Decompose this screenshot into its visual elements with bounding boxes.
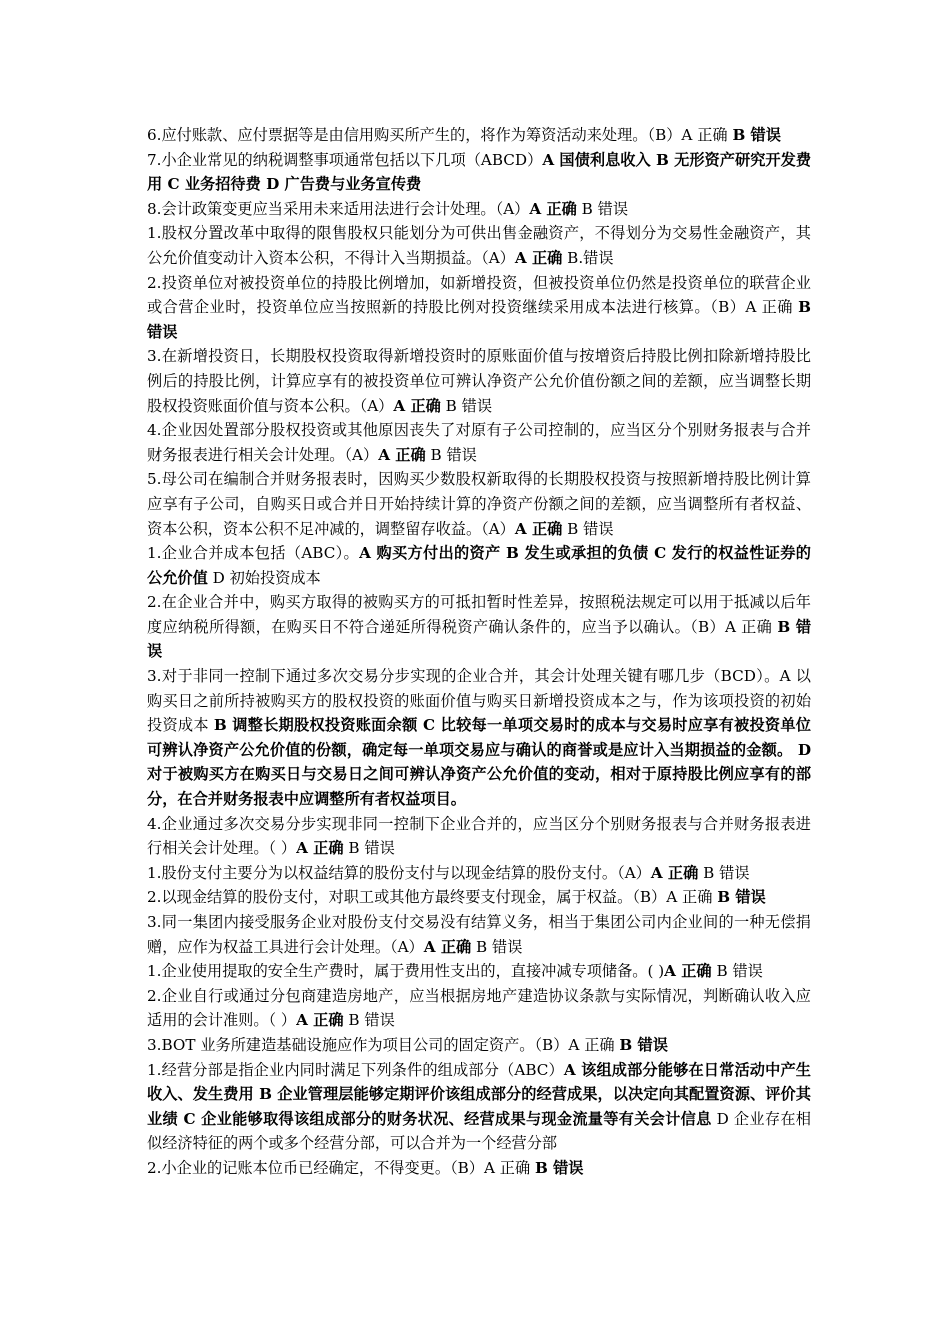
bold-answer-text: A 正确 [650,863,699,882]
question-paragraph [147,123,811,148]
question-paragraph [147,541,811,590]
question-text: 2.以现金结算的股份支付，对职工或其他方最终要支付现金，属于权益。（B）A 正确 [147,888,718,907]
question-paragraph [147,885,811,910]
question-text: D 初始投资成本 [207,568,321,587]
bold-answer-text: B 错误 [717,888,766,907]
question-paragraph [147,1156,811,1181]
question-text: 2.小企业的记账本位币已经确定，不得变更。（B）A 正确 [147,1158,535,1177]
question-text: 1.股份支付主要分为以权益结算的股份支付与以现金结算的股份支付。（A） [147,863,651,882]
bold-answer-text: B 错误 [535,1158,584,1177]
question-text: B 错误 [562,519,614,538]
question-paragraph [147,590,811,664]
question-text: 5.母公司在编制合并财务报表时，因购买少数股权新取得的长期股权投资与按照新增持股比例计算应享有子公司，自购买日或合并日开始持续计算的净资产份额之间的差额，应当调整所有者权益、资本公积，资本公积不足冲减的，调整留存收益。（A） [147,470,811,538]
bold-answer-text: B 错误 [147,617,812,661]
question-text: B 错误 [343,1011,395,1030]
question-text: B.错误 [562,248,614,267]
question-paragraph [147,271,811,345]
question-text: 3.BOT 业务所建造基础设施应作为项目公司的固定资产。（B）A 正确 [147,1035,620,1054]
bold-answer-text: A 该组成部分能够在日常活动中产生收入、发生费用 B 企业管理层能够定期评价该组成部分的经营成果，以决定向其配置资源、评价其业绩 C 企业能够取得该组成部分的财务状况、经营成果与现金流量等有关会计信息 [147,1060,811,1128]
bold-answer-text: A 正确 [296,839,344,858]
question-paragraph [147,418,811,467]
bold-answer-text: B 调整长期股权投资账面余额 C 比较每一单项交易时的成本与交易时应享有被投资单位可辨认净资产公允价值的份额，确定每一单项交易应与确认的商誉或是应计入当期损益的金额。 D 对于被购买方在购买日与交易日之间可辨认净资产公允价值的变动，相对于原持股比例应享有的部分，在合并财务报表中应调整所有者权益项目。 [147,716,811,809]
bold-answer-text: A 国债利息收入 B 无形资产研究开发费用 C 业务招待费 D 广告费与业务宣传费 [147,150,812,194]
question-text: 1.股权分置改革中取得的限售股权只能划分为可供出售金融资产，不得划分为交易性金融资产，其公允价值变动计入资本公积，不得计入当期损益。（A） [147,224,811,267]
question-paragraph [147,344,811,418]
question-paragraph [147,467,811,541]
question-text: 3.对于非同一控制下通过多次交易分步实现的企业合并，其会计处理关键有哪几步（BCD）。A 以购买日之前所持被购买方的股权投资的账面价值与购买日新增投资成本之与，作为该项投资的初始投资成本 [147,667,811,735]
bold-answer-text: B 错误 [619,1035,668,1054]
question-text: B 错误 [576,199,629,218]
bold-answer-text: A 正确 [423,937,472,956]
bold-answer-text: A 正确 [296,1011,344,1030]
question-text: 4.企业通过多次交易分步实现非同一控制下企业合并的，应当区分个别财务报表与合并财务报表进行相关会计处理。（ ） [147,814,811,858]
question-paragraph [147,664,811,812]
bold-answer-text: B 错误 [732,126,781,144]
question-text: 2.在企业合并中，购买方取得的被购买方的可抵扣暂时性差异，按照税法规定可以用于抵减以后年度应纳税所得额，在购买日不符合递延所得税资产确认条件的，应当予以确认。（B）A 正确 [147,593,811,636]
question-paragraph [147,221,811,270]
question-text: B 错误 [425,445,477,464]
bold-answer-text: B 错误 [147,298,811,341]
bold-answer-text: A 正确 [514,248,563,267]
question-text: 7.小企业常见的纳税调整事项通常包括以下几项（ABCD） [147,150,543,169]
bold-answer-text: A 正确 [529,199,577,218]
question-text: B 错误 [471,937,523,956]
question-text: 2.投资单位对被投资单位的持股比例增加，如新增投资，但被投资单位仍然是投资单位的联营企业或合营企业时，投资单位应当按照新的持股比例对投资继续采用成本法进行核算。（B）A 正确 [147,273,811,317]
question-text: 6.应付账款、应付票据等是由信用购买所产生的，将作为筹资活动来处理。（B）A 正确 [147,126,733,144]
question-paragraph [147,910,811,959]
document-body [147,123,811,1181]
question-text: 8.会计政策变更应当采用未来适用法进行会计处理。（A） [147,199,530,218]
question-text: 3.在新增投资日，长期股权投资取得新增投资时的原账面价值与按增资后持股比例扣除新增持股比例后的持股比例，计算应享有的被投资单位可辨认净资产公允价值份额之间的差额，应当调整长期股权投资账面价值与资本公积。（A） [147,347,811,415]
question-text: 1.企业使用提取的安全生产费时，属于费用性支出的，直接冲减专项储备。( ) [147,962,665,981]
question-text: B 错误 [343,839,395,858]
question-text: B 错误 [698,863,750,882]
bold-answer-text: A 正确 [393,396,441,415]
question-text: 3.同一集团内接受服务企业对股份支付交易没有结算义务，相当于集团公司内企业间的一种无偿捐赠，应作为权益工具进行会计处理。（A） [147,913,811,956]
bold-answer-text: A 正确 [514,519,563,538]
question-paragraph [147,148,811,197]
question-text: D 企业存在相似经济特征的两个或多个经营分部，可以合并为一个经营分部 [147,1109,811,1153]
question-paragraph [147,197,811,222]
question-paragraph [147,1058,811,1156]
question-text: B 错误 [711,962,763,981]
question-text: 1.企业合并成本包括（ABC）。 [147,544,360,563]
question-text: B 错误 [440,396,493,415]
bold-answer-text: A 正确 [378,445,426,464]
question-paragraph [147,812,811,861]
question-paragraph [147,1033,811,1058]
bold-answer-text: A 正确 [664,962,712,981]
question-text: 2.企业自行或通过分包商建造房地产，应当根据房地产建造协议条款与实际情况，判断确认收入应适用的会计准则。（ ） [147,986,811,1030]
question-paragraph [147,861,811,886]
question-text: 4.企业因处置部分股权投资或其他原因丧失了对原有子公司控制的，应当区分个别财务报表与合并财务报表进行相关会计处理。（A） [147,421,811,464]
question-paragraph [147,984,811,1033]
question-text: 1.经营分部是指企业内同时满足下列条件的组成部分（ABC） [147,1060,564,1079]
bold-answer-text: A 购买方付出的资产 B 发生或承担的负债 C 发行的权益性证券的公允价值 [147,544,811,587]
question-paragraph [147,959,811,984]
